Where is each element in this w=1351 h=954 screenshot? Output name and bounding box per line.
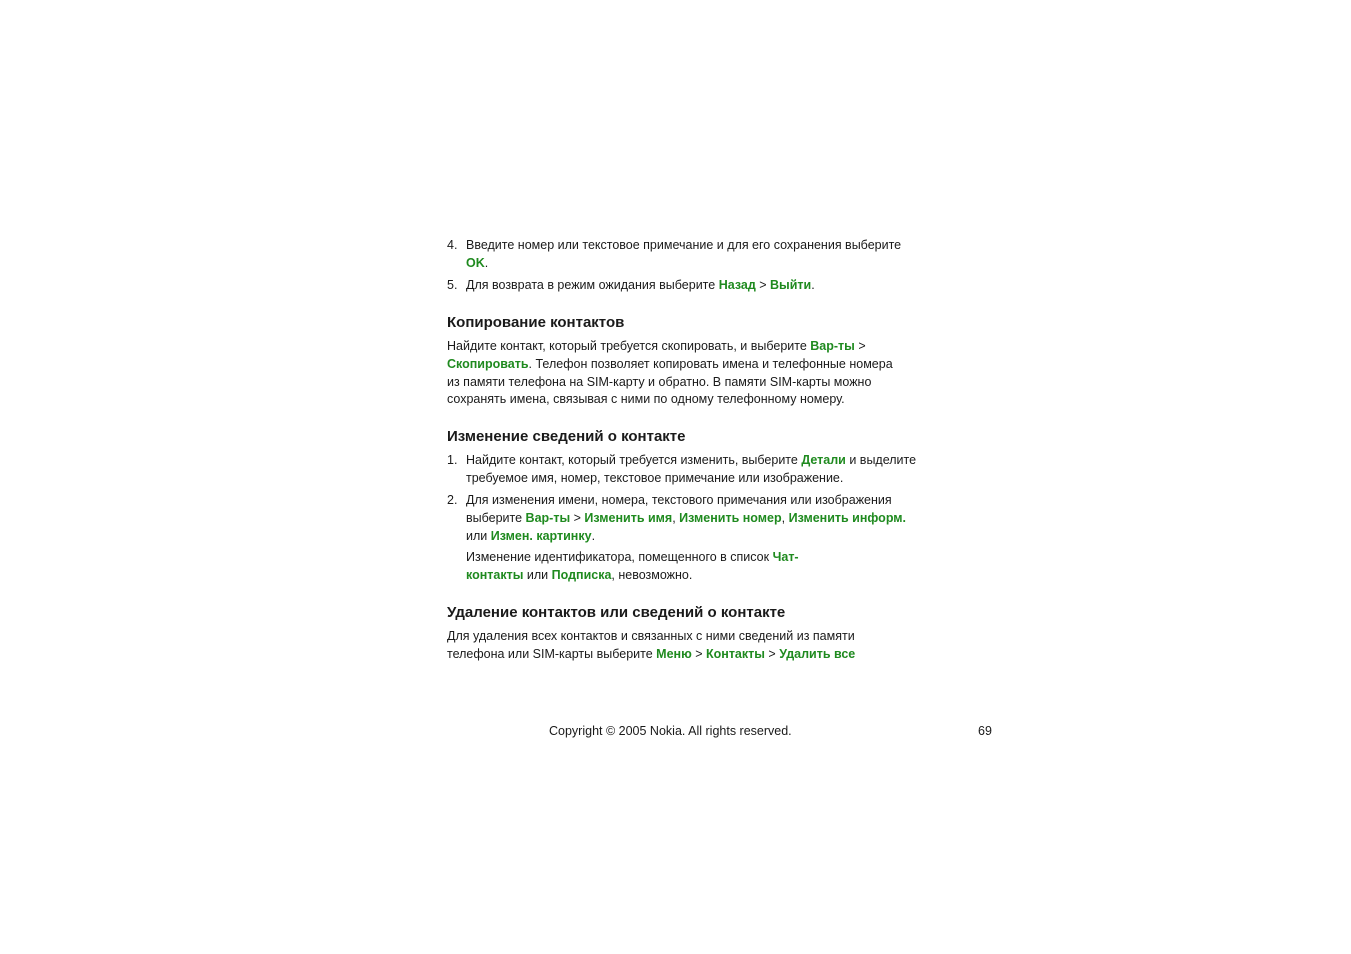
menu-command-options: Вар-ты	[810, 339, 855, 353]
menu-command-exit: Выйти	[770, 278, 812, 292]
menu-command-back: Назад	[718, 278, 756, 292]
edit-step-2	[447, 492, 917, 545]
step-text: Введите номер или текстовое примечание и для его сохранения выберите OK.	[466, 238, 902, 270]
copyright-notice: Copyright © 2005 Nokia. All rights reserved.	[549, 724, 792, 738]
step-text: Для изменения имени, номера, текстового примечания или изображения выберите Вар-ты > Изменить имя, Изменить номер, Изменить информ. или Измен. картинку.	[466, 493, 907, 543]
step-5	[447, 277, 917, 295]
step-number: 4.	[447, 238, 458, 252]
edit-step-1	[447, 452, 917, 488]
step-4	[447, 237, 917, 273]
section-heading-copy: Копирование контактов	[447, 314, 625, 331]
step-number: 2.	[447, 493, 458, 507]
menu-command-options: Вар-ты	[525, 510, 571, 525]
delete-paragraph: Для удаления всех контактов и связанных с ними сведений из памяти телефона или SIM-карты выберите Меню > Контакты > Удалить все	[447, 629, 856, 661]
menu-command-edit-number: Изменить номер	[679, 510, 782, 525]
section-heading-edit: Изменение сведений о контакте	[447, 428, 686, 445]
menu-command-copy: Скопировать	[447, 356, 529, 371]
menu-command-edit-image: Измен. картинку	[490, 528, 592, 543]
menu-command-contacts: Контакты	[706, 646, 765, 661]
step-number: 5.	[447, 278, 458, 292]
menu-command-ok: OK	[466, 255, 485, 270]
menu-command-chat-contacts: Чат-контакты	[466, 550, 799, 582]
menu-command-details: Детали	[801, 453, 846, 467]
edit-note: Изменение идентификатора, помещенного в список Чат-контакты или Подписка, невозможно.	[466, 550, 799, 582]
page-number: 69	[978, 724, 992, 738]
section-heading-delete: Удаление контактов или сведений о контакте	[447, 604, 786, 621]
copy-paragraph: Найдите контакт, который требуется скопировать, и выберите Вар-ты > Скопировать. Телефон позволяет копировать имена и телефонные номера из памяти телефона на SIM-карту и обратно. В памяти SIM-карты можно сохранять имена, связывая с ними по одному телефонному номеру.	[447, 339, 893, 407]
menu-command-menu: Меню	[656, 646, 692, 661]
menu-command-edit-name: Изменить имя	[584, 510, 673, 525]
step-text: Найдите контакт, который требуется изменить, выберите Детали и выделите требуемое имя, номер, текстовое примечание или изображение.	[466, 453, 917, 485]
step-number: 1.	[447, 453, 458, 467]
menu-command-subscription: Подписка	[551, 567, 612, 582]
step-text: Для возврата в режим ожидания выберите Назад > Выйти.	[466, 278, 815, 292]
menu-command-delete-all: Удалить все	[779, 646, 856, 661]
menu-command-edit-info: Изменить информ.	[788, 510, 907, 525]
